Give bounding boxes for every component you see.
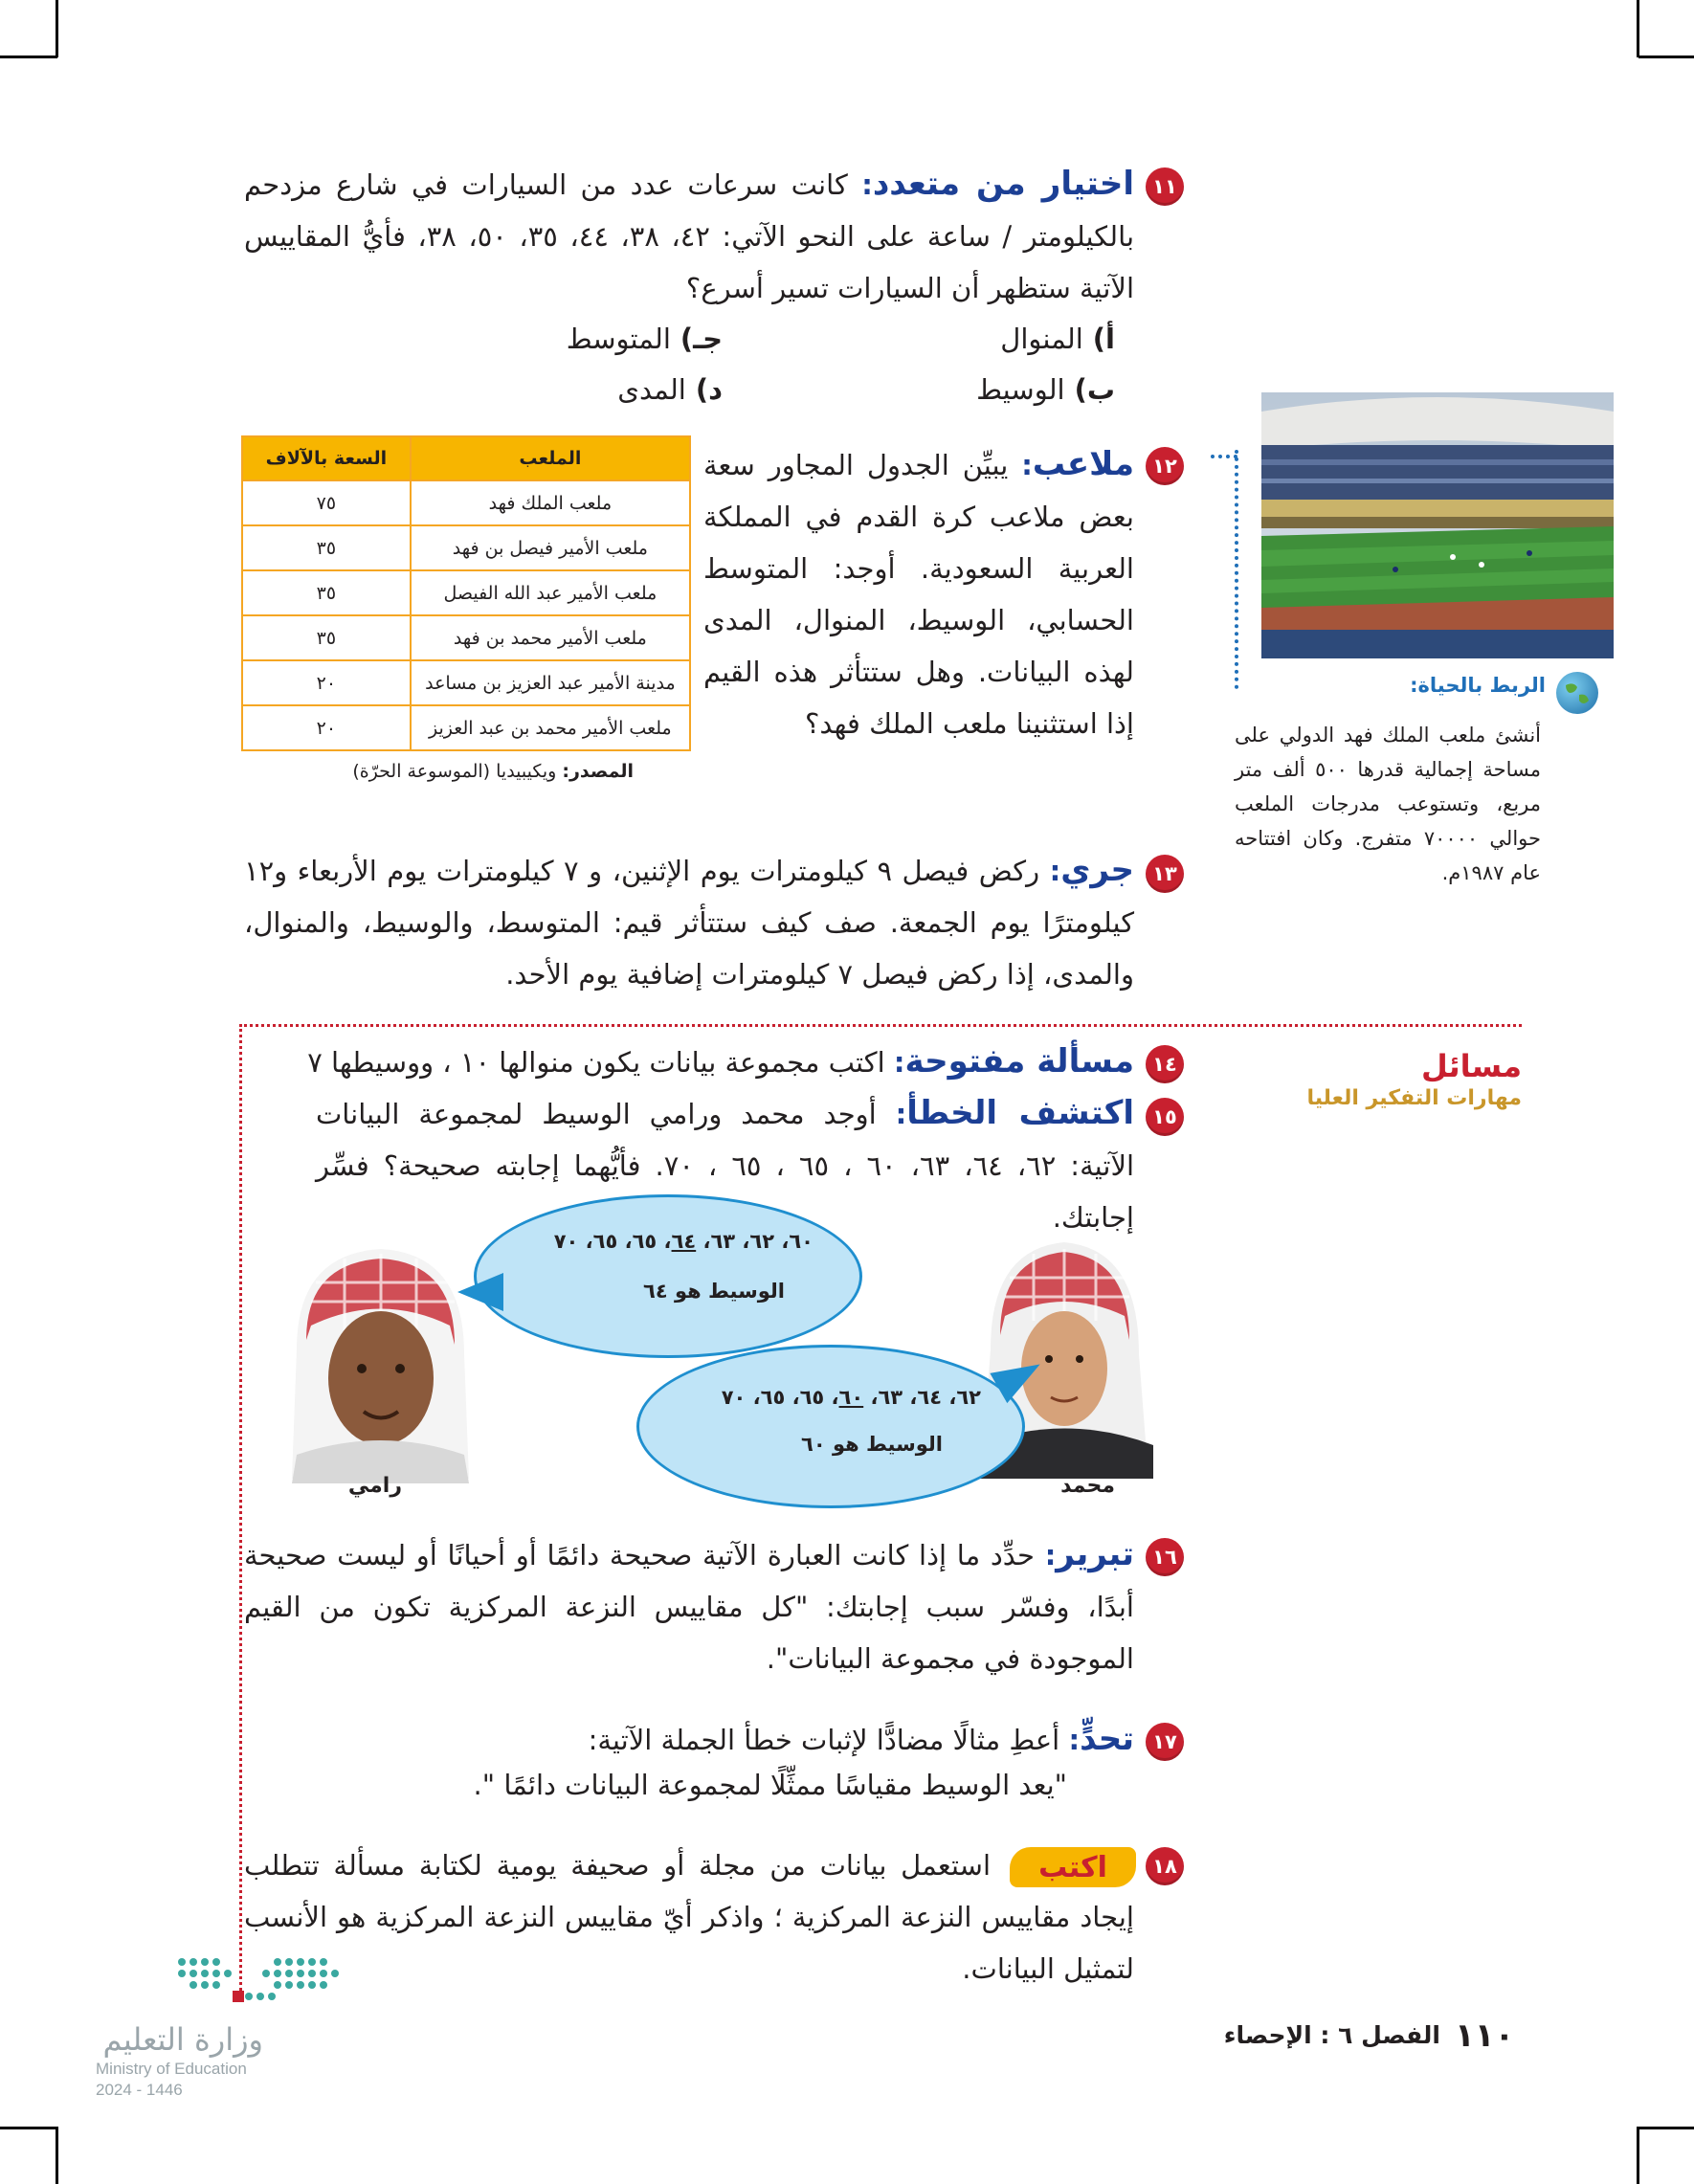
question-11-label: اختيار من متعدد (872, 165, 1134, 203)
crop-mark (1638, 56, 1694, 58)
mohammed-speech-bubble (636, 1345, 1025, 1508)
stadium-capacity-table (241, 435, 691, 751)
rami-illustration (268, 1235, 493, 1483)
crop-mark (0, 2127, 57, 2129)
question-number-17: ١٧ (1146, 1723, 1184, 1761)
question-15-body: أوجد محمد ورامي الوسيط لمجموعة البيانات الآتية: ٦٢، ٦٤، ٦٣، ٦٠ ، ٦٥ ، ٦٥ ، ٧٠. فأيُّهما إجابته صحيحة؟ فسِّر إجابتك. (316, 1098, 1135, 1234)
table-row: ملعب الملك فهد ٧٥ (242, 480, 690, 525)
question-17-label: تحدٍّ (1080, 1720, 1134, 1758)
life-link-text: أنشئ ملعب الملك فهد الدولي على مساحة إجمالية قدرها ٥٠٠ ألف متر مربع، وتستوعب مدرجات الملعب حوالي ٧٠٠٠٠ متفرج. وكان افتتاحه عام ١٩٨٧م. (1235, 724, 1541, 884)
section-border-top (239, 1024, 1522, 1027)
life-link-connector (1235, 450, 1238, 689)
side-heading-subtitle: مهارات التفكير العليا (1306, 1086, 1522, 1110)
stadium-photo (1261, 392, 1614, 658)
write-label-badge: اكتب (1010, 1847, 1136, 1887)
crop-mark (56, 2127, 58, 2184)
ministry-year: 2024 - 1446 (96, 2081, 183, 2099)
question-17-text: تحدٍّ: أعطِ مثالًا مضادًّا لإثبات خطأ الجملة الآتية: (588, 1720, 1134, 1758)
rami-speech-bubble (474, 1194, 862, 1358)
question-number-15: ١٥ (1146, 1098, 1184, 1136)
crop-mark (1638, 2127, 1694, 2129)
section-border-left (239, 1024, 242, 1995)
rami-answer: الوسيط هو ٦٤ (643, 1280, 785, 1303)
question-number-11: ١١ (1146, 167, 1184, 206)
globe-icon (1556, 672, 1598, 714)
option-c: جـ)المتوسط (566, 323, 723, 355)
table-row: ملعب الأمير محمد بن فهد ٣٥ (242, 615, 690, 660)
table-header-stadium: الملعب (411, 436, 690, 480)
table-row: ملعب الأمير محمد بن عبد العزيز ٢٠ (242, 705, 690, 750)
question-number-13: ١٣ (1146, 855, 1184, 893)
question-18-text: استعمل بيانات من مجلة أو صحيفة يومية لكتابة مسألة تتطلب إيجاد مقاييس النزعة المركزية ؛ واذكر أيّ مقاييس النزعة المركزية هو الأنسب لتمثيل البيانات. (244, 1849, 1134, 1985)
question-17-quote: "يعد الوسيط مقياسًا ممثِّلًا لمجموعة البيانات دائمًا ". (473, 1769, 1067, 1801)
question-15-label: اكتشف الخطأ (906, 1094, 1135, 1132)
rami-data-set: ٦٠، ٦٢، ٦٣، ٦٤، ٦٥، ٦٥، ٧٠ (553, 1230, 814, 1253)
question-13-body: ركض فيصل ٩ كيلومترات يوم الإثنين، و ٧ كيلومترات يوم الأربعاء و١٢ كيلومترًا يوم الجمعة. صف كيف ستتأثر قيم: المتوسط، والوسيط، والمنوال، والمدى، إذا ركض فيصل ٧ كيلومترات إضافية يوم الأحد. (244, 855, 1134, 991)
crop-mark (0, 56, 57, 58)
option-d: د)المدى (617, 373, 723, 406)
question-number-18: ١٨ (1146, 1847, 1184, 1885)
ministry-name-arabic: وزارة التعليم (102, 2021, 263, 2058)
mohammed-name: محمد (1060, 1474, 1115, 1498)
question-16-label: تبرير (1056, 1535, 1135, 1573)
question-15-text: اكتشف الخطأ: أوجد محمد ورامي الوسيط لمجموعة البيانات الآتية: ٦٢، ٦٤، ٦٣، ٦٠ ، ٦٥ ، ٦٥ ، ٧٠. فأيُّهما إجابته صحيحة؟ فسِّر إجابتك. (316, 1094, 1135, 1234)
table-header-capacity: السعة بالآلاف (242, 436, 411, 480)
rami-bubble-tail (457, 1273, 503, 1311)
crop-mark (1637, 2127, 1639, 2184)
question-13-text: جري: ركض فيصل ٩ كيلومترات يوم الإثنين، و ٧ كيلومترات يوم الأربعاء و١٢ كيلومترًا يوم الجمعة. صف كيف ستتأثر قيم: المتوسط، والوسيط، والمنوال، والمدى، إذا ركض فيصل ٧ كيلومترات إضافية يوم الأحد. (244, 851, 1135, 991)
question-14-label: مسألة مفتوحة (904, 1042, 1134, 1081)
table-source: المصدر: ويكيبيديا (الموسوعة الحرّة) (352, 761, 634, 782)
question-16-text: تبرير: حدِّد ما إذا كانت العبارة الآتية صحيحة دائمًا أو أحيانًا أو ليست صحيحة أبدًا، وفسّر سبب إجابتك: "كل مقاييس النزعة المركزية تكون من القيم الموجودة في مجموعة البيانات". (244, 1535, 1135, 1675)
question-16-body: حدِّد ما إذا كانت العبارة الآتية صحيحة دائمًا أو أحيانًا أو ليست صحيحة أبدًا، وفسّر سبب إجابتك: "كل مقاييس النزعة المركزية تكون من القيم الموجودة في مجموعة البيانات". (244, 1539, 1134, 1675)
question-12-body: يبيِّن الجدول المجاور سعة بعض ملاعب كرة القدم في المملكة العربية السعودية. أوجد: المتوسط الحسابي، الوسيط، المنوال، المدى لهذه البيانات. وهل ستتأثر هذه القيم إذا استثنينا ملعب الملك فهد؟ (703, 449, 1134, 740)
crop-mark (1637, 0, 1639, 57)
question-number-14: ١٤ (1146, 1045, 1184, 1083)
page-number: ١١٠ (1455, 2017, 1515, 2055)
mohammed-answer: الوسيط هو ٦٠ (801, 1433, 943, 1456)
question-17-body: أعطِ مثالًا مضادًّا لإثبات خطأ الجملة الآتية: (588, 1724, 1060, 1756)
question-14-text: مسألة مفتوحة: اكتب مجموعة بيانات يكون منوالها ١٠ ، ووسيطها ٧ (307, 1042, 1134, 1081)
question-13-label: جري (1060, 851, 1135, 889)
option-a: أ)المنوال (1000, 323, 1115, 355)
table-row: ملعب الأمير عبد الله الفيصل ٣٥ (242, 570, 690, 615)
table-row: ملعب الأمير فيصل بن فهد ٣٥ (242, 525, 690, 570)
question-12-text: ملاعب: يبيِّن الجدول المجاور سعة بعض ملاعب كرة القدم في المملكة العربية السعودية. أوجد: المتوسط الحسابي، الوسيط، المنوال، المدى لهذه البيانات. وهل ستتأثر هذه القيم إذا استثنينا ملعب الملك فهد؟ (703, 445, 1134, 740)
option-b: ب)الوسيط (976, 373, 1115, 406)
chapter-title: الفصل ٦ : الإحصاء (1223, 2021, 1440, 2049)
ministry-name-english: Ministry of Education (96, 2060, 247, 2078)
question-number-12: ١٢ (1146, 447, 1184, 485)
rami-name: رامي (347, 1474, 402, 1498)
ministry-logo-dots (172, 1952, 345, 2005)
question-number-16: ١٦ (1146, 1538, 1184, 1576)
mohammed-data-set: ٦٢، ٦٤، ٦٣، ٦٠، ٦٥، ٦٥، ٧٠ (721, 1386, 981, 1409)
question-11-body: كانت سرعات عدد من السيارات في شارع مزدحم بالكيلومتر / ساعة على النحو الآتي: ٤٢، ٣٨، ٤٤، ٣٥، ٥٠، ٣٨، فأيُّ المقاييس الآتية ستظهر أن السيارات تسير أسرع؟ (244, 168, 1135, 304)
question-12-label: ملاعب (1032, 445, 1134, 483)
crop-mark (56, 0, 58, 57)
life-link-connector (1211, 455, 1237, 458)
side-heading-title: مسائل (1421, 1048, 1522, 1084)
question-14-body: اكتب مجموعة بيانات يكون منوالها ١٠ ، ووسيطها ٧ (307, 1046, 885, 1079)
life-link-title: الربط بالحياة: (1410, 674, 1546, 697)
table-row: مدينة الأمير عبد العزيز بن مساعد ٢٠ (242, 660, 690, 705)
question-11-text: اختيار من متعدد: كانت سرعات عدد من السيارات في شارع مزدحم بالكيلومتر / ساعة على النحو الآتي: ٤٢، ٣٨، ٤٤، ٣٥، ٥٠، ٣٨، فأيُّ المقاييس الآتية ستظهر أن السيارات تسير أسرع؟ (244, 165, 1135, 304)
